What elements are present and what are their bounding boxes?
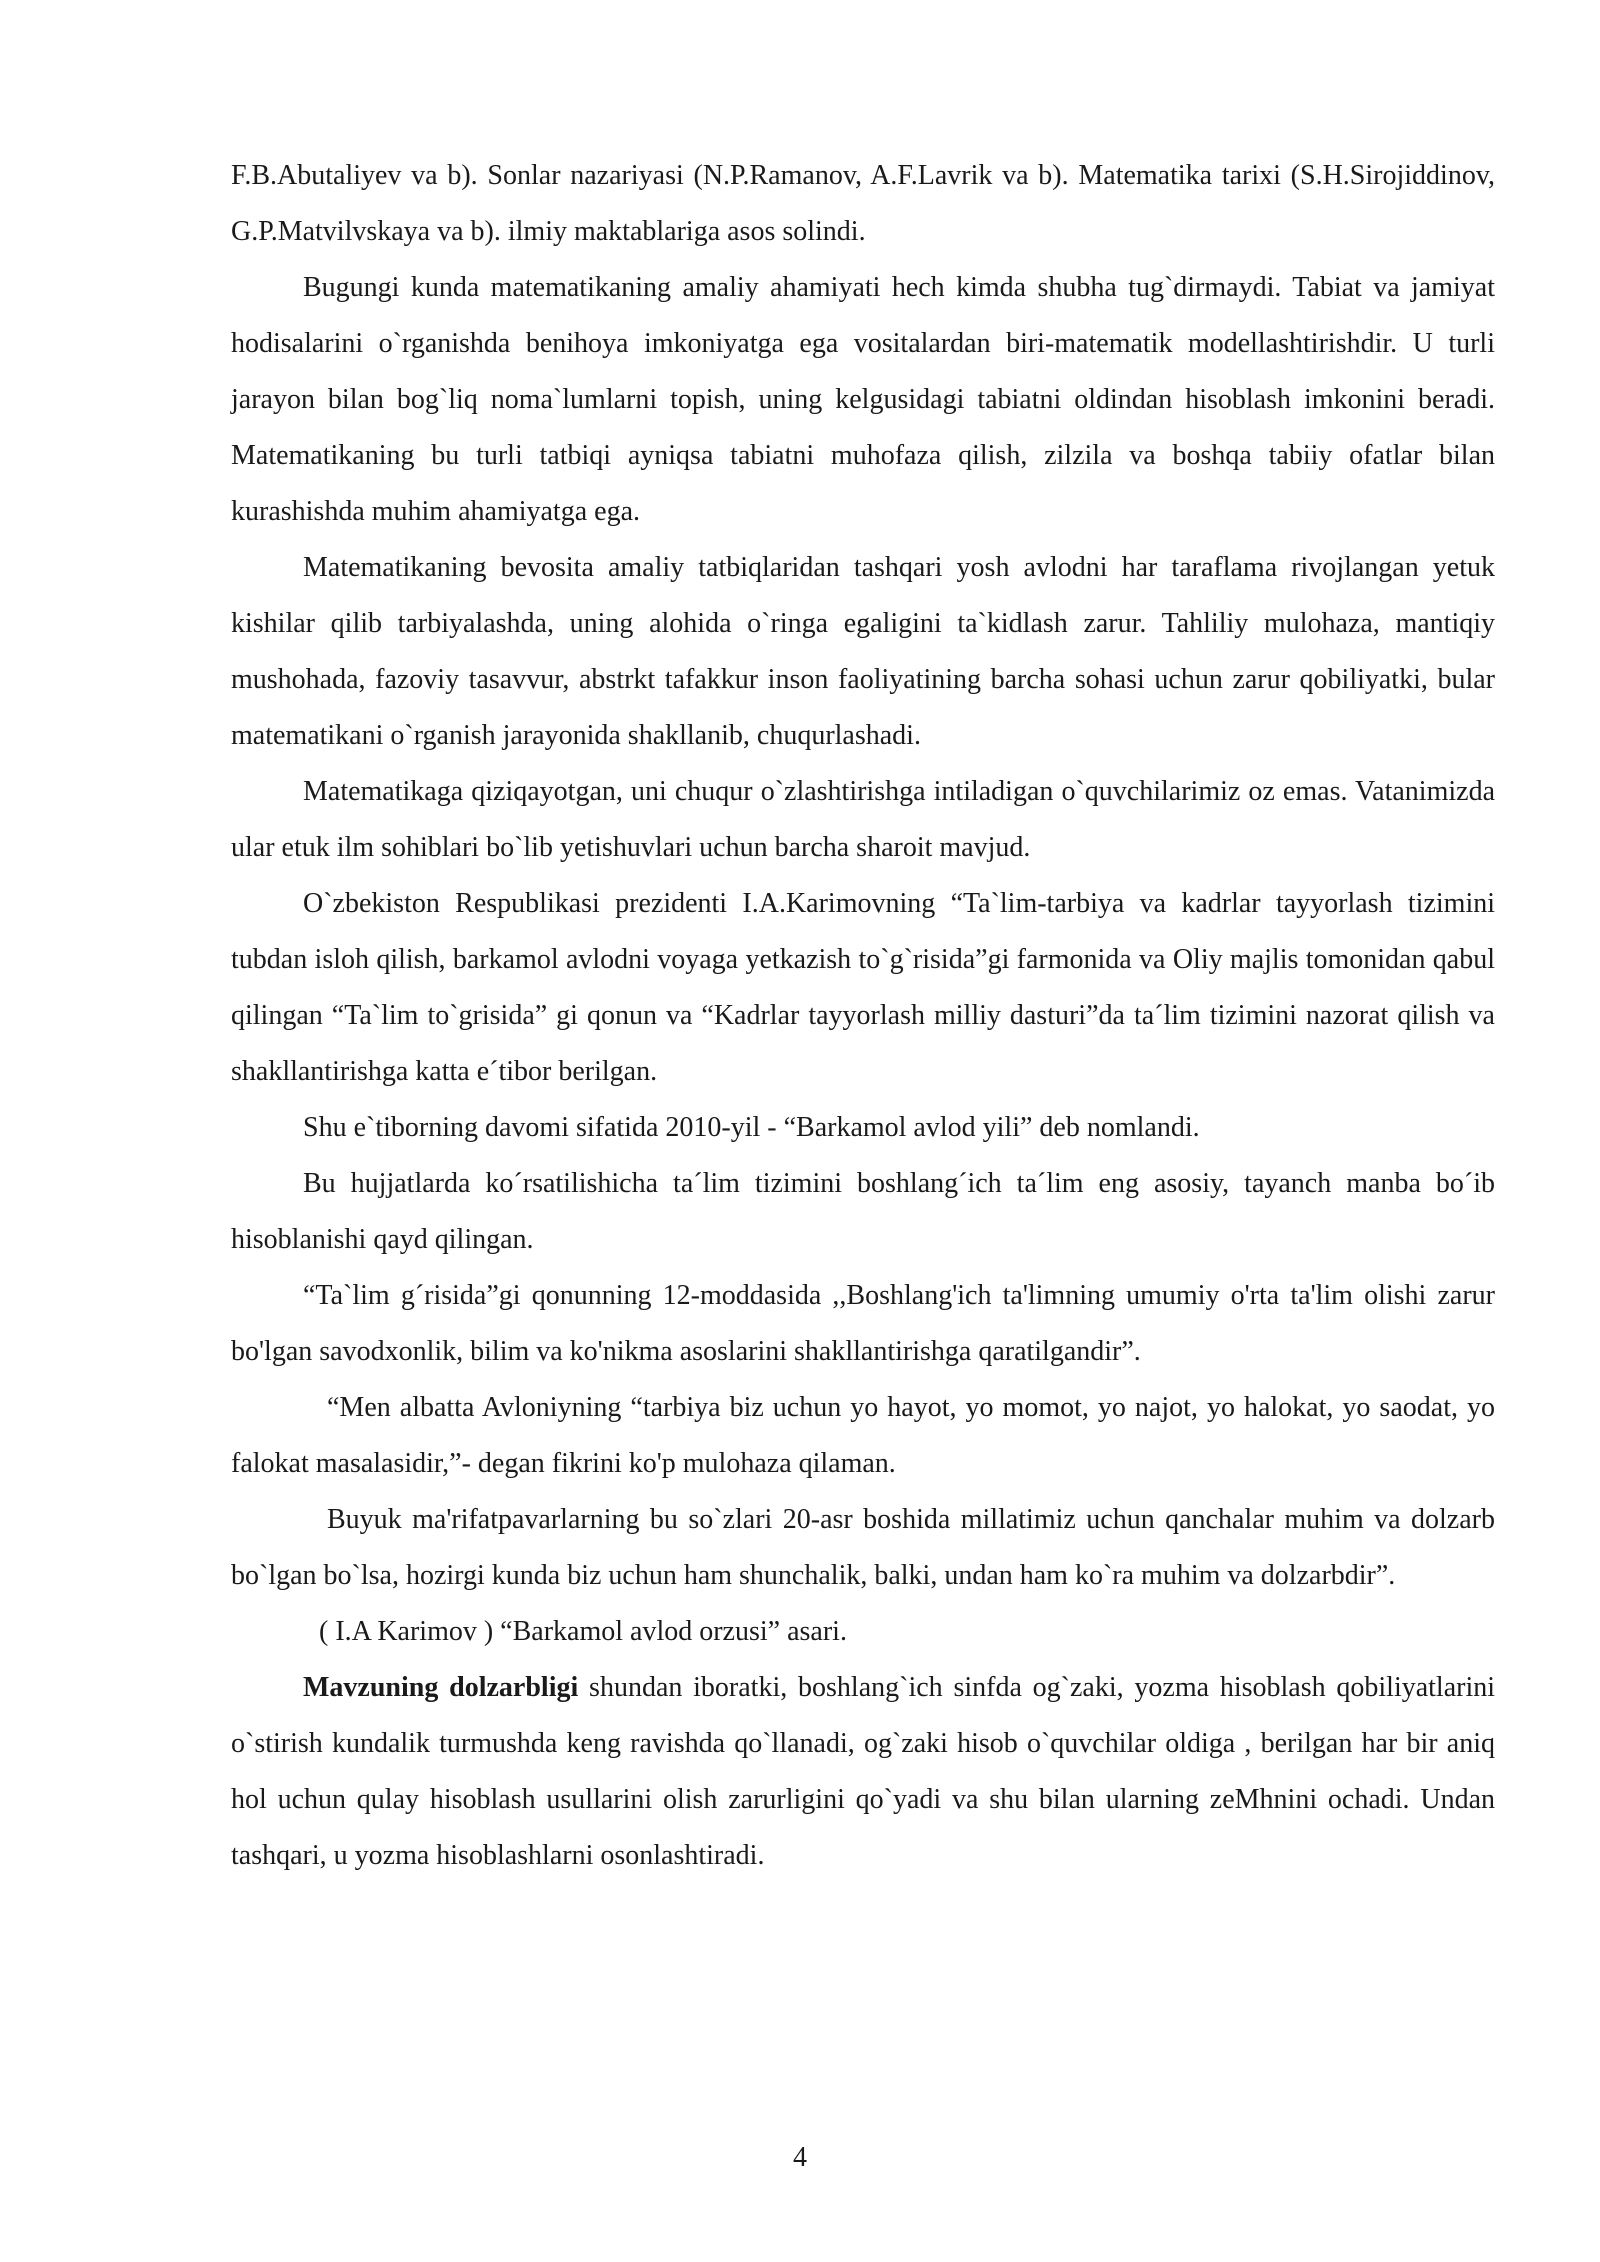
paragraph-topic-relevance bbox=[231, 1660, 1495, 1884]
paragraph-2: Bugungi kunda matematikaning amaliy ahamiyati hech kimda shubha tug`dirmaydi. Tabiat va jamiyat hodisalarini o`rganishda benihoya imkoniyatga ega vositalardan biri-matematik modellashtirishdir. U turli jarayon bilan bog`liq noma`lumlarni topish, uning kelgusidagi tabiatni oldindan hisoblash imkonini beradi. Matematikaning bu turli tatbiqi ayniqsa tabiatni muhofaza qilish, zilzila va boshqa tabiiy ofatlar bilan kurashishda muhim ahamiyatga ega. bbox=[231, 272, 1495, 527]
page-number: 4 bbox=[793, 2142, 807, 2173]
quote-paragraph-continuation: Buyuk ma'rifatpavarlarning bu so`zlari 20-asr boshida millatimiz uchun qanchalar muhim va dolzarb bo`lgan bo`lsa, hozirgi kunda biz uchun ham shunchalik, balki, undan ham ko`ra muhim va dolzarbdir”. bbox=[231, 1504, 1495, 1591]
paragraph-4: Matematikaga qiziqayotgan, uni chuqur o`zlashtirishga intiladigan o`quvchilarimiz oz emas. Vatanimizda ular etuk ilm sohiblari bo`lib yetishuvlari uchun barcha sharoit mavjud. bbox=[231, 776, 1495, 863]
topic-relevance-heading: Mavzuning dolzarbligi bbox=[303, 1672, 579, 1703]
paragraph-3: Matematikaning bevosita amaliy tatbiqlaridan tashqari yosh avlodni har taraflama rivojlangan yetuk kishilar qilib tarbiyalashda, uning alohida o`ringa egaligini ta`kidlash zarur. Tahliliy mulohaza, mantiqiy mushohada, fazoviy tasavvur, abstrkt tafakkur inson faoliyatining barcha sohasi uchun zarur qobiliyatki, bular matematikani o`rganish jarayonida shakllanib, chuqurlashadi. bbox=[231, 552, 1495, 751]
quote-attribution: ( I.A Karimov ) “Barkamol avlod orzusi” asari. bbox=[319, 1616, 847, 1647]
paragraph-6: Shu e`tiborning davomi sifatida 2010-yil - “Barkamol avlod yili” deb nomlandi. bbox=[303, 1112, 1200, 1143]
paragraph-7: Bu hujjatlarda ko´rsatilishicha ta´lim tizimini boshlang´ich ta´lim eng asosiy, tayanch manba bo´ib hisoblanishi qayd qilingan. bbox=[231, 1168, 1495, 1255]
paragraph-8: “Ta`lim g´risida”gi qonunning 12-moddasida ,,Boshlang'ich ta'limning umumiy o'rta ta'lim olishi zarur bo'lgan savodxonlik, bilim va ko'nikma asoslarini shakllantirishga qaratilgandir”. bbox=[231, 1280, 1495, 1367]
paragraph-5: O`zbekiston Respublikasi prezidenti I.A.Karimovning “Ta`lim-tarbiya va kadrlar tayyorlash tizimini tubdan isloh qilish, barkamol avlodni voyaga yetkazish to`g`risida”gi farmonida va Oliy majlis tomonidan qabul qilingan “Ta`lim to`grisida” gi qonun va “Kadrlar tayyorlash milliy dasturi”da ta´lim tizimini nazorat qilish va shakllantirishga katta e´tibor berilgan. bbox=[231, 888, 1495, 1087]
document-page bbox=[231, 148, 1495, 1884]
paragraph-1: F.B.Abutaliyev va b). Sonlar nazariyasi (N.P.Ramanov, A.F.Lavrik va b). Matematika tarixi (S.H.Sirojiddinov, G.P.Matvilvskaya va b). ilmiy maktablariga asos solindi. bbox=[231, 160, 1495, 247]
quote-paragraph-avloniy: “Men albatta Avloniyning “tarbiya biz uchun yo hayot, yo momot, yo najot, yo halokat, yo saodat, yo falokat masalasidir,”- degan fikrini ko'p mulohaza qilaman. bbox=[231, 1392, 1495, 1479]
topic-relevance-text: shundan iboratki, boshlang`ich sinfda og`zaki, yozma hisoblash qobiliyatlarini o`stirish kundalik turmushda keng ravishda qo`llanadi, og`zaki hisob o`quvchilar oldiga , berilgan har bir aniq hol uchun qulay hisoblash usullarini olish zarurligini qo`yadi va shu bilan ularning zeMhnini ochadi. Undan tashqari, u yozma hisoblashlarni osonlashtiradi. bbox=[231, 1672, 1496, 1871]
